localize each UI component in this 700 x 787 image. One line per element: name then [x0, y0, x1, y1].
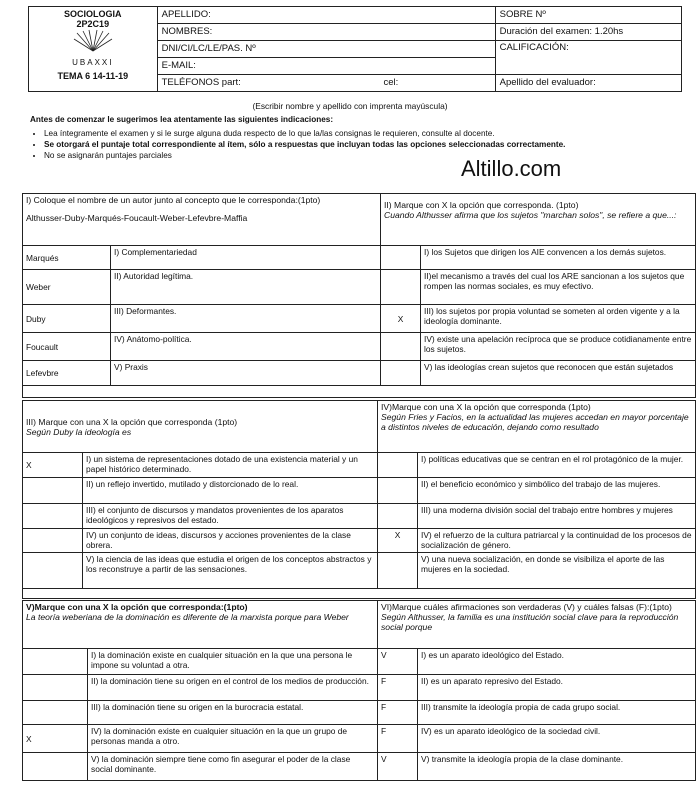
q2-subtitle: Cuando Althusser afirma que los sujetos "marchan solos", se refiere a que...: — [384, 210, 677, 220]
q2-option: III) los sujetos por propia voluntad se someten al orden vigente y a la ideología dominante. — [421, 305, 696, 333]
exam-header-table — [28, 6, 682, 92]
subject-label: SOCIOLOGIA — [64, 9, 122, 19]
q3-option: II) un reflejo invertido, mutilado y distorcionado de lo real. — [83, 478, 378, 504]
q3-mark-cell[interactable]: X — [23, 453, 83, 478]
section-q5-q6 — [22, 600, 695, 781]
q6-title: VI)Marque cuáles afirmaciones son verdaderas (V) y cuáles falsas (F):(1pto) — [381, 602, 672, 612]
q6-option: V) transmite la ideología propia de la clase dominante. — [418, 753, 696, 781]
q4-mark-cell[interactable] — [378, 553, 418, 589]
apellido-field[interactable]: APELLIDO: — [157, 7, 495, 24]
q1-concept-cell: IV) Anátomo-política. — [111, 333, 381, 361]
header-logo-cell — [29, 7, 158, 92]
q1-authors: Althusser-Duby-Marqués-Foucault-Weber-Lefevbre-Maffia — [26, 213, 248, 223]
instruction-item: • Lea íntegramente el examen y si le surge alguna duda respecto de lo que la/las consignas le requieren, consulte al docente. — [44, 128, 565, 139]
dni-field[interactable]: DNI/CI/LC/LE/PAS. Nº — [157, 41, 495, 58]
q3-option: I) un sistema de representaciones dotado de una existencia material y un papel histórico determinado. — [83, 453, 378, 478]
q5-mark-cell[interactable] — [23, 753, 88, 781]
q6-subtitle: Según Althusser, la familia es una institución social clave para la reproducción social porque — [381, 612, 679, 632]
q1-concept-cell: II) Autoridad legítima. — [111, 270, 381, 305]
q1-q2-table — [22, 193, 696, 398]
q2-mark-cell[interactable] — [381, 246, 421, 270]
nombres-field[interactable]: NOMBRES: — [157, 24, 495, 41]
q4-mark-cell[interactable] — [378, 478, 418, 504]
q5-subtitle: La teoría weberiana de la dominación es diferente de la marxista porque para Weber — [26, 612, 349, 622]
q5-title: V)Marque con una X la opción que corresponda:(1pto) — [26, 602, 248, 612]
q3-option: IV) un conjunto de ideas, discursos y acciones provenientes de la clase obrera. — [83, 529, 378, 553]
q2-option: IV) existe una apelación recíproca que se produce cotidianamente entre los sujetos. — [421, 333, 696, 361]
q4-header — [378, 401, 696, 453]
q2-mark-cell[interactable] — [381, 270, 421, 305]
q3-q4-table — [22, 400, 696, 599]
q6-mark-cell[interactable]: V — [378, 753, 418, 781]
q6-header — [378, 601, 696, 649]
q4-option: III) una moderna división social del trabajo entre hombres y mujeres — [418, 504, 696, 529]
q5-q6-table — [22, 600, 696, 781]
q1-title: I) Coloque el nombre de un autor junto al concepto que le corresponda:(1pto) — [26, 195, 321, 205]
spacer-row — [23, 589, 696, 599]
tema-label: TEMA 6 14-11-19 — [57, 71, 129, 81]
logo-text: UBAXXI — [72, 58, 114, 67]
q5-mark-cell[interactable] — [23, 649, 88, 675]
q6-mark-cell[interactable]: F — [378, 701, 418, 725]
q4-title: IV)Marque con una X la opción que corresponda (1pto) — [381, 402, 591, 412]
q2-mark-cell[interactable] — [381, 333, 421, 361]
instruction-item: • Se otorgará el puntaje total correspondiente al ítem, sólo a respuestas que incluyan todas las opciones seleccionadas correctamente. — [44, 139, 565, 150]
q2-option: I) los Sujetos que dirigen los AIE convencen a los demás sujetos. — [421, 246, 696, 270]
q5-mark-cell[interactable] — [23, 675, 88, 701]
calificacion-field[interactable]: CALIFICACIÓN: — [495, 41, 681, 75]
q3-option: III) el conjunto de discursos y mandatos provenientes de los aparatos ideológicos y represivos del estado. — [83, 504, 378, 529]
q3-mark-cell[interactable] — [23, 529, 83, 553]
sobre-field[interactable]: SOBRE Nº — [495, 7, 681, 24]
q4-option: V) una nueva socialización, en donde se visibiliza el aporte de las mujeres en la sociedad. — [418, 553, 696, 589]
q4-mark-cell[interactable]: X — [378, 529, 418, 553]
q1-author-cell[interactable]: Duby — [23, 305, 111, 333]
q4-option: IV) el refuerzo de la cultura patriarcal y la continuidad de los procesos de socialización de género. — [418, 529, 696, 553]
q1-author-cell[interactable]: Weber — [23, 270, 111, 305]
q4-option: II) el beneficio económico y simbólico del trabajo de las mujeres. — [418, 478, 696, 504]
q2-header — [381, 194, 696, 246]
q5-option: II) la dominación tiene su origen en el control de los medios de producción. — [88, 675, 378, 701]
instruction-item: • No se asignarán puntajes parciales — [44, 150, 565, 161]
q5-header — [23, 601, 378, 649]
q2-title: II) Marque con X la opción que corresponda. (1pto) — [384, 200, 579, 210]
q6-mark-cell[interactable]: F — [378, 675, 418, 701]
section-q1-q2 — [22, 193, 695, 398]
q2-option: V) las ideologías crean sujetos que reconocen que están sujetados — [421, 361, 696, 386]
q4-subtitle: Según Fries y Facios, en la actualidad las mujeres accedan en mayor porcentaje a distintos niveles de educación, dejando como resultado — [381, 412, 689, 432]
email-field[interactable]: E-MAIL: — [157, 58, 495, 75]
q1-author-cell[interactable]: Marqués — [23, 246, 111, 270]
q3-mark-cell[interactable] — [23, 504, 83, 529]
q6-mark-cell[interactable]: V — [378, 649, 418, 675]
q4-option: I) políticas educativas que se centran en el rol protagónico de la mujer. — [418, 453, 696, 478]
q6-option: III) transmite la ideología propia de cada grupo social. — [418, 701, 696, 725]
q5-mark-cell[interactable] — [23, 701, 88, 725]
q2-option: II)el mecanismo a través del cual los ARE sancionan a los sujetos que rompen las normas sociales, es muy efectivo. — [421, 270, 696, 305]
section-q3-q4 — [22, 400, 695, 599]
imprenta-note: (Escribir nombre y apellido con imprenta mayúscula) — [252, 101, 448, 111]
q4-mark-cell[interactable] — [378, 504, 418, 529]
q6-option: II) es un aparato represivo del Estado. — [418, 675, 696, 701]
q1-header — [23, 194, 381, 246]
q6-option: I) es un aparato ideológico del Estado. — [418, 649, 696, 675]
q3-title: III) Marque con una X la opción que corresponda (1pto) — [26, 416, 238, 427]
q5-option: I) la dominación existe en cualquier situación en la que una persona le impone su voluntad a otra. — [88, 649, 378, 675]
q3-header — [23, 401, 378, 453]
q4-mark-cell[interactable] — [378, 453, 418, 478]
q5-option: V) la dominación siempre tiene como fin asegurar el poder de la clase social dominante. — [88, 753, 378, 781]
spacer-row — [23, 386, 696, 398]
q1-concept-cell: I) Complementariedad — [111, 246, 381, 270]
q3-subtitle: Según Duby la ideología es — [26, 426, 132, 437]
cel-label: cel: — [383, 77, 399, 88]
q1-concept-cell: V) Praxis — [111, 361, 381, 386]
q1-concept-cell: III) Deformantes. — [111, 305, 381, 333]
q5-option: IV) la dominación existe en cualquier situación en la que un grupo de personas manda a otro. — [88, 725, 378, 753]
evaluador-field[interactable]: Apellido del evaluador: — [495, 75, 681, 92]
q3-option: V) la ciencia de las ideas que estudia el origen de los conceptos abstractos y los reconstruye a partir de las sensaciones. — [83, 553, 378, 589]
watermark-text: Altillo.com — [461, 156, 562, 181]
q3-mark-cell[interactable] — [23, 478, 83, 504]
q5-option: III) la dominación tiene su origen en la burocracia estatal. — [88, 701, 378, 725]
q1-author-cell[interactable]: Foucault — [23, 333, 111, 361]
q3-mark-cell[interactable] — [23, 553, 83, 589]
course-code: 2P2C19 — [76, 19, 110, 29]
q5-mark-cell[interactable]: X — [23, 725, 88, 753]
q2-mark-cell[interactable] — [381, 361, 421, 386]
q6-option: IV) es un aparato ideológico de la sociedad civil. — [418, 725, 696, 753]
uba-logo-icon — [73, 29, 113, 55]
telefonos-field[interactable] — [157, 75, 495, 92]
q2-mark-cell[interactable]: X — [381, 305, 421, 333]
telefonos-label: TELÉFONOS part: — [161, 77, 241, 88]
q1-author-cell[interactable]: Lefevbre — [23, 361, 111, 386]
q6-mark-cell[interactable]: F — [378, 725, 418, 753]
duration-label: Duración del examen: 1.20hs — [495, 24, 681, 41]
instructions-intro: Antes de comenzar le sugerimos lea atentamente las siguientes indicaciones: — [30, 115, 334, 124]
